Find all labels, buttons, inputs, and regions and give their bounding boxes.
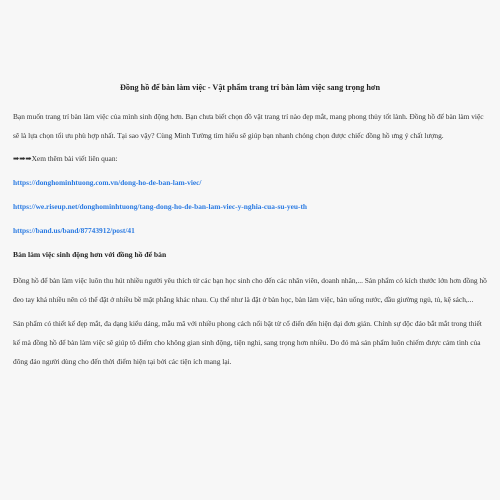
body-paragraph-1: Đồng hồ để bàn làm việc luôn thu hút nhiều người yêu thích từ các bạn học sinh cho đến các nhân viên, doanh nhân,... Sản phẩm có kích thước lớn hơn đồng hồ đeo tay khá nhiều nên có thể đặt ở nhiều bề mặt phẳng khác nhau. Cụ thể như là đặt ở bàn học, bàn làm việc, bàn uống nước, đầu giường ngủ, tủ, kệ sách,... xyxy=(13,276,487,304)
related-link-2[interactable]: https://we.riseup.net/donghominhtuong/tang-dong-ho-de-ban-lam-viec-y-nghia-cua-su-yeu-th xyxy=(13,202,308,211)
related-link-3[interactable]: https://band.us/band/87743912/post/41 xyxy=(13,226,135,235)
article-title: Đồng hồ để bàn làm việc - Vật phẩm trang trí bàn làm việc sang trọng hơn xyxy=(119,83,381,92)
intro-paragraph: Bạn muốn trang trí bàn làm việc của mình sinh động hơn. Bạn chưa biết chọn đồ vật trang trí nào đẹp mắt, mang phong thủy tốt lành. Đồng hồ để bàn làm việc sẽ là lựa chọn tối ưu phù hợp nhất. Tại sao vậy? Cùng Minh Tường tìm hiểu sẽ giúp bạn nhanh chóng chọn được chiếc đồng hồ ưng ý chất lượng. xyxy=(13,112,484,140)
related-link-1[interactable]: https://donghominhtuong.com.vn/dong-ho-de-ban-lam-viec/ xyxy=(13,178,202,187)
section-heading: Bàn làm việc sinh động hơn với đồng hồ để bàn xyxy=(13,250,167,259)
see-also-label: ➡➡➡Xem thêm bài viết liên quan: xyxy=(13,154,118,163)
body-paragraph-2: Sản phẩm có thiết kế đẹp mắt, đa dạng kiểu dáng, mẫu mã với nhiều phong cách nổi bật từ cổ điển đến hiện đại đơn giản. Chính sự độc đáo bắt mắt trong thiết kế mà đồng hồ để bàn làm việc sẽ giúp tô điểm cho không gian sinh động, tiện nghi, sang trọng hơn nhiều. Do đó mà sản phẩm luôn chiếm được cảm tình của đông đảo người dùng cho đến thời điểm hiện tại bởi các tiện ích mang lại. xyxy=(13,319,482,366)
